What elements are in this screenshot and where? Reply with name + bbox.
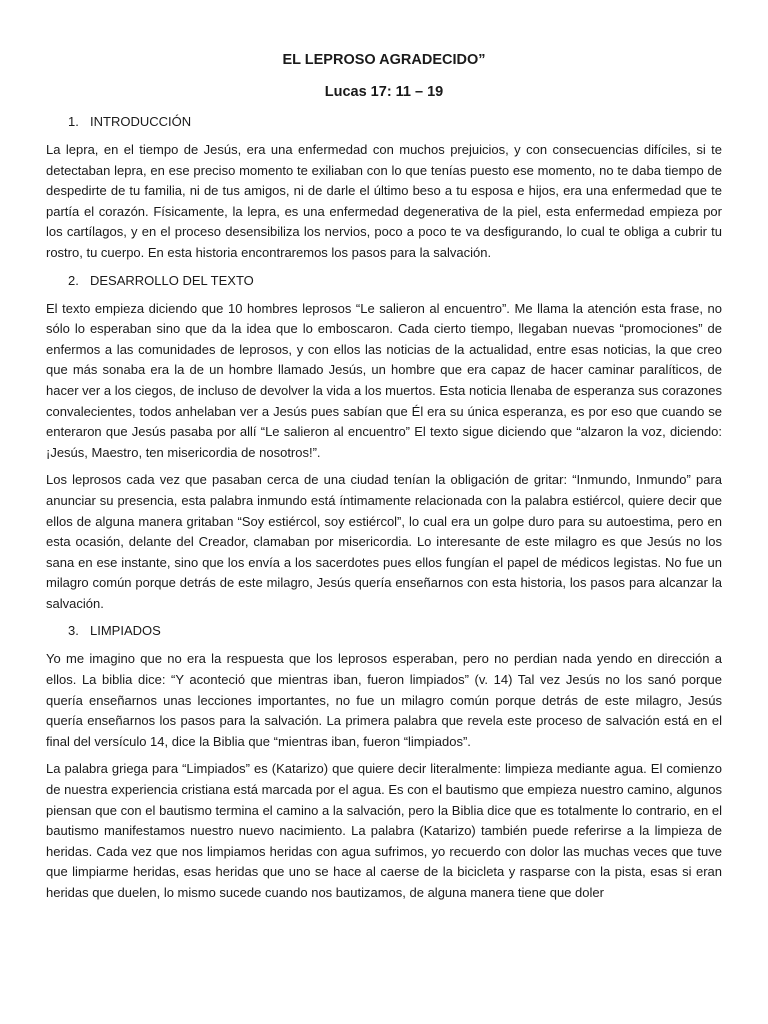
paragraph: La lepra, en el tiempo de Jesús, era una enfermedad con muchos prejuicios, y con consecuencias difíciles, si te detectaban lepra, en ese preciso momento te exiliaban con lo que tenías puesto ese momento, no te daba tiempo de despedirte de tu familia, ni de tus amigos, ni de darle el último beso a tu esposa e hijos, era una enfermedad que te partía el corazón. Físicamente, la lepra, es una enfermedad degenerativa de la piel, esta enfermedad empieza por los cartílagos, y en el proceso desensibiliza los nervios, poco a poco te va desfigurando, lo cual te obliga a cubrir tu rostro, tu cuerpo. En esta historia encontraremos los pasos para la salvación. — [46, 142, 722, 260]
section-number: 2. — [68, 272, 79, 288]
section-heading-text: DESARROLLO DEL TEXTO — [90, 272, 254, 288]
section-number: 1. — [68, 114, 79, 129]
document-title: EL LEPROSO AGRADECIDO” — [282, 52, 486, 68]
section-heading-desarrollo — [46, 271, 722, 291]
section-heading-text: LIMPIADOS — [90, 623, 161, 639]
paragraph: La palabra griega para “Limpiados” es (Katarizo) que quiere decir literalmente: limpieza mediante agua. El comienzo de nuestra experiencia cristiana está marcada por el agua. Es con el bautismo que empieza nuestro camino, algunos piensan que con el bautismo termina el camino a la salvación, pero la Biblia dice que es totalmente lo contrario, en el bautismo manifestamos nuestro nuevo nacimiento. La palabra (Katarizo) también puede referirse a la limpieza de heridas. Cada vez que nos limpiamos heridas con agua sufrimos, yo recuerdo con dolor las muchas veces que tuve que limpiarme heridas, esas heridas que uno se hace al caerse de la bicicleta y rasparse con la pista, esas si eran heridas que duelen, lo mismo sucede cuando nos bautizamos, de alguna manera tiene que doler — [46, 761, 722, 900]
paragraph: El texto empieza diciendo que 10 hombres leprosos “Le salieron al encuentro”. Me llama la atención esta frase, no sólo lo esperaban sino que da la idea que lo emboscaron. Cada cierto tiempo, llegaban nuevas “promociones” de enfermos a las comunidades de leprosos, y con ellos las noticias de la actualidad, entre esas noticias, la que creo que más sonaba era la de un hombre llamado Jesús, un hombre que era capaz de hacer caminar paralíticos, de hacer ver a los ciegos, de incluso de devolver la vida a los muertos. Esta noticia llenaba de esperanza sus corazones convalecientes, todos anhelaban ver a Jesús pues sabían que Él era su única esperanza, es por eso que cuando se enteraron que Jesús pasaba por allí “Le salieron al encuentro” El texto sigue diciendo que “alzaron la voz, diciendo: ¡Jesús, Maestro, ten misericordia de nosotros!”. — [46, 300, 722, 460]
section-heading-introduccion — [46, 112, 722, 132]
document-subtitle: Lucas 17: 11 – 19 — [324, 84, 444, 100]
section-heading-text: INTRODUCCIÓN — [90, 114, 192, 129]
section-heading-limpiados — [46, 621, 722, 641]
section-number: 3. — [68, 623, 79, 639]
paragraph: Los leprosos cada vez que pasaban cerca de una ciudad tenían la obligación de gritar: “Inmundo, Inmundo” para anunciar su presencia, esta palabra inmundo está íntimamente relacionada con la palabra estiércol, quiere decir que ellos de alguna manera gritaban “Soy estiércol, soy estiércol”, lo cual era un golpe duro para su autoestima, pero en esta ocasión, delante del Creador, clamaban por misericordia. Lo interesante de este milagro es que Jesús no los sana en ese instante, sino que los envía a los sacerdotes pues ellos fungían el papel de médicos legistas. No fue un milagro común porque detrás de este milagro, Jesús quería enseñarnos con esta historia, los pasos para alcanzar la salvación. — [46, 472, 722, 611]
paragraph: Yo me imagino que no era la respuesta que los leprosos esperaban, pero no perdian nada yendo en dirección a ellos. La biblia dice: “Y aconteció que mientras iban, fueron limpiados” (v. 14) Tal vez Jesús no los sanó porque quería enseñarnos unas lecciones importantes, no fue un milagro común porque detrás de este milagro, Jesús quería enseñarnos los pasos para la salvación. La primera palabra que revela este proceso de salvación está en el final del versículo 14, dice la Biblia que “mientras iban, fueron “limpiados”. — [46, 651, 722, 749]
